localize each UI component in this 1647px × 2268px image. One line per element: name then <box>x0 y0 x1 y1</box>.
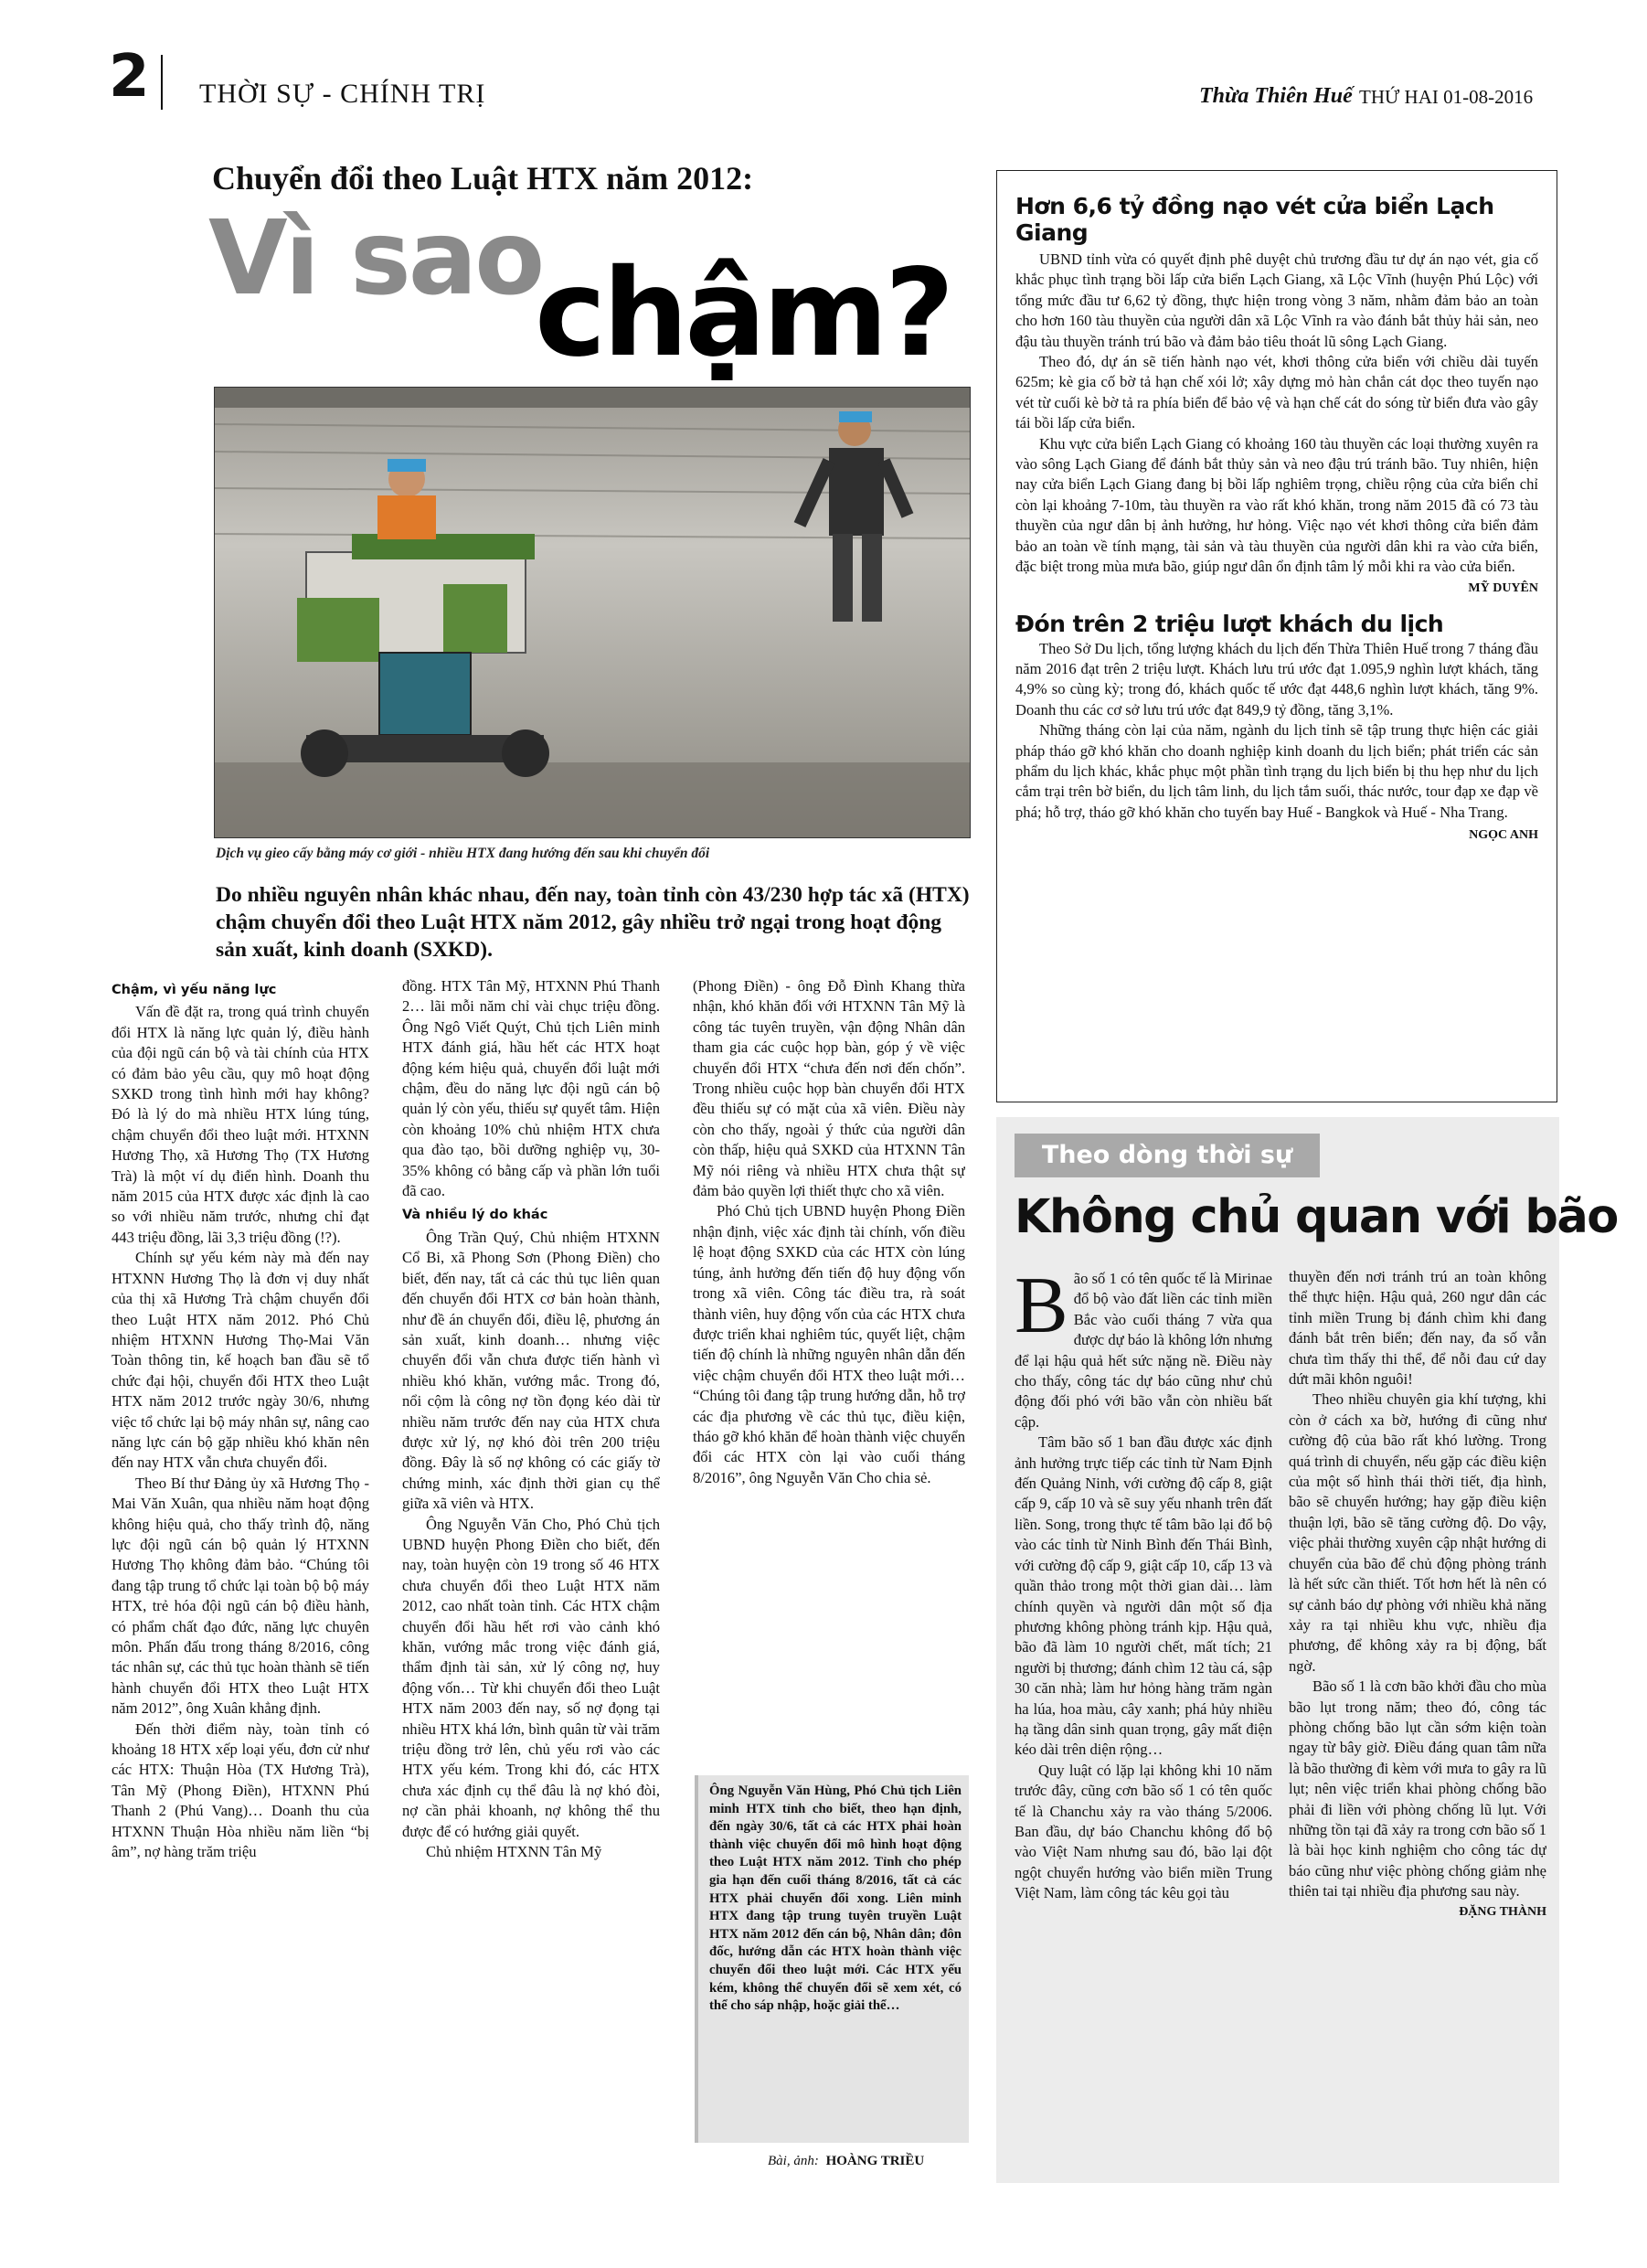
paragraph: Theo đó, dự án sẽ tiến hành nạo vét, khơi thông cửa biển với chiều dài tuyến 625m; kè gia cố bờ tả hạn chế xói lở; xây dựng mỏ hàn chắn cát dọc theo tuyến nạo vét từ cuối kè bờ tả ra phía biển để bảo vệ và hạn chế cát do sóng từ biển đưa vào gây tái bồi lấp cửa biển. <box>1015 353 1538 432</box>
paragraph: Theo Sở Du lịch, tổng lượng khách du lịch đến Thừa Thiên Huế trong 7 tháng đầu năm 2016 đạt trên 2 triệu lượt. Khách lưu trú ước đạt 1.095,9 nghìn lượt khách, tăng 4,9% so cùng kỳ; trong đó, khách quốc tế ước đạt 448,6 nghìn lượt khách, tăng 9%. Doanh thu các cơ sở lưu trú ước đạt 849,9 tỷ đồng, tăng 3,1%. <box>1015 639 1539 719</box>
brief-1-title: Hơn 6,6 tỷ đồng nạo vét cửa biển Lạch Giang <box>1015 193 1494 246</box>
article-column-1 <box>112 976 369 2165</box>
publication-name: Thừa Thiên Huế <box>1199 84 1353 108</box>
paragraph: Những tháng còn lại của năm, ngành du lịch tỉnh sẽ tập trung thực hiện các giải pháp tháo gỡ khó khăn cho doanh nghiệp kinh doanh du lịch biển; phát triển các sản phẩm du lịch khác, khắc phục một phần tình trạng du lịch biển bị thu hẹp như du lịch cắm trại trên bờ biển, du lịch tâm linh, du lịch tắm suối, thác nước, tour đạp xe đạp về phá; hỗ trợ, tháo gỡ khó khăn cho tuyến bay Huế - Bangkok và Huế - Nha Trang. <box>1015 721 1538 821</box>
sidebar-quote-box <box>695 1775 969 2143</box>
paragraph: Khu vực cửa biển Lạch Giang có khoảng 160 tàu thuyền các loại thường xuyên ra vào sông Lạch Giang để đánh bắt thủy sản và neo đậu trú tránh bão. Tuy nhiên, hiện nay cửa biển Lạch Giang đang bị bồi lấp nghiêm trọng, chiều rộng của cửa biển chỉ còn lại khoảng 7-10m, tàu thuyền ra vào rất khó khăn, trong năm 2015 đã có 73 tàu thuyền của ngư dân bị ảnh hưởng, hư hỏng. Việc nạo vét khơi thông cửa biển đảm bảo an toàn về tính mạng, tài sản và tàu thuyền của người dân khi ra vào cửa biển, đặc biệt trong mùa mưa bão, giúp ngư dân ổn định tâm lý mỗi khi ra vào cửa biển. <box>1015 434 1538 576</box>
headline-part-1: Vì sao <box>208 199 543 318</box>
paragraph: đồng. HTX Tân Mỹ, HTXNN Phú Thanh 2… lãi mỗi năm chỉ vài chục triệu đồng. Ông Ngô Viết Quýt, Chủ tịch Liên minh HTX đánh giá, hầu hết các HTX hoạt động kém hiệu quả, chuyển đổi luật mới chậm, đều do năng lực đội ngũ cán bộ quản lý còn yếu, thiếu sự quyết tâm. Hiện còn khoảng 10% chủ nhiệm HTX chưa qua đào tạo, bồi dưỡng nghiệp vụ, 30-35% không có bằng cấp và phần lớn tuổi đã cao. <box>402 977 660 1200</box>
article-byline <box>768 2154 924 2169</box>
page-number: 2 <box>109 43 150 111</box>
article-column-3 <box>693 976 965 1752</box>
paragraph: thuyền đến nơi tránh trú an toàn không thể thực hiện. Hậu quả, 260 ngư dân các tỉnh miền Trung bị đánh chìm khi đang đánh bắt trên biển; đến nay, đa số vẫn chưa tìm thấy thi thể, để nỗi đau cứ day dứt mãi khôn nguôi! <box>1289 1268 1546 1389</box>
paragraph: ão số 1 có tên quốc tế là Mirinae đổ bộ vào đất liền các tỉnh miền Bắc vào cuối tháng 7 vừa qua được dự báo là không lớn nhưng để lại hậu quả hết sức nặng nề. Điều này cho thấy, công tác dự báo cũng như chủ động đối phó với bão vẫn còn nhiều bất cập. <box>1015 1270 1272 1431</box>
commentary-column-a <box>1015 1269 1272 2174</box>
article-column-2 <box>402 976 660 2165</box>
rice-transplanting-photo <box>215 388 970 837</box>
paragraph: Ông Trần Quý, Chủ nhiệm HTXNN Cổ Bi, xã Phong Sơn (Phong Điền) cho biết, đến nay, tất cả các thủ tục liên quan đến chuyển đổi HTX cơ bản hoàn thành, như đề án chuyển đổi, điều lệ, phương án sản xuất, kinh doanh… nhưng việc chuyển đổi vẫn chưa được tiến hành vì nhiều khó khăn, vướng mắc. Trong đó, nổi cộm là công nợ tồn đọng kéo dài từ nhiều năm trước đến nay của HTX chưa được xử lý, nợ khó đòi trên 200 triệu đồng. Đây là số nợ không có các giấy tờ chứng minh, xác định thời gian cụ thể giữa xã viên và HTX. <box>402 1228 660 1513</box>
brief-1-author: MỸ DUYÊN <box>1468 580 1538 595</box>
paragraph: Theo Bí thư Đảng ủy xã Hương Thọ - Mai Văn Xuân, qua nhiều năm hoạt động không hiệu quả, cho thấy trình độ, năng lực đội ngũ cán bộ quản lý HTXNN Hương Thọ không đảm bảo. “Chúng tôi đang tập trung tổ chức lại toàn bộ bộ máy HTX, trẻ hóa đội ngũ cán bộ điều hành, có phẩm chất đạo đức, năng lực chuyên môn. Phấn đấu trong tháng 8/2016, công tác nhân sự, các thủ tục hoàn thành sẽ tiến hành chuyển đổi HTX theo Luật HTX năm 2012”, ông Xuân khẳng định. <box>112 1474 369 1718</box>
commentary-author: ĐẶNG THÀNH <box>1459 1904 1546 1919</box>
paragraph: Chính sự yếu kém này mà đến nay HTXNN Hương Thọ là đơn vị duy nhất của thị xã Hương Trà chậm chuyển đổi theo Luật HTX năm 2012. Phó Chủ nhiệm HTXNN Hương Thọ-Mai Văn Toàn thông tin, kế hoạch ban đầu sẽ tổ chức đại hội, chuyển đổi HTX theo Luật HTX năm 2012 trước ngày 30/6, nhưng việc tổ chức lại bộ máy nhân sự, nâng cao năng lực cán bộ gặp nhiều khó khăn nên đến nay HTX vẫn chưa chuyển đổi. <box>112 1249 369 1472</box>
brief-2-author: NGỌC ANH <box>1469 828 1538 843</box>
news-brief-box <box>996 170 1557 1102</box>
paragraph: Đến thời điểm này, toàn tỉnh có khoảng 18 HTX xếp loại yếu, đơn cử như các HTX: Thuận Hòa (TX Hương Trà), Tân Mỹ (Phong Điền), HTXNN Phú Thanh 2 (Phú Vang)… Doanh thu của HTXNN Thuận Hòa nhiều năm liền “bị âm”, nợ hàng trăm triệu <box>112 1720 369 1861</box>
paragraph: Ông Nguyễn Văn Cho, Phó Chủ tịch UBND huyện Phong Điền cho biết, đến nay, toàn huyện còn 19 trong số 46 HTX chưa chuyển đổi theo Luật HTX năm 2012, cao nhất toàn tỉnh. Các HTX chậm chuyển đổi hầu hết rơi vào cảnh khó khăn, vướng mắc trong việc đánh giá, thẩm định tài sản, xử lý công nợ, huy động vốn… Từ khi chuyển đổi theo Luật HTX năm 2003 đến nay, số nợ đọng tại nhiều HTX khá lớn, bình quân từ vài trăm triệu đồng trở lên, chủ yếu rơi vào các HTX yếu kém. Trong khi đó, các HTX chưa xác định cụ thể đâu là nợ khó đòi, nợ cần phải khoanh, nợ không thể thu được để có hướng giải quyết. <box>402 1515 660 1840</box>
drop-cap: B <box>1015 1269 1068 1350</box>
paragraph: Quy luật có lặp lại không khi 10 năm trước đây, cũng cơn bão số 1 có tên quốc tế là Chanchu xảy ra vào tháng 5/2006. Ban đầu, dự báo Chanchu không đổ bộ vào Việt Nam nhưng sau đó, bão lại đột ngột chuyển hướng vào biển miền Trung Việt Nam, làm công tác kêu gọi tàu <box>1015 1761 1272 1902</box>
issue-date: THỨ HAI 01-08-2016 <box>1359 86 1534 108</box>
commentary-tag: Theo dòng thời sự <box>1015 1134 1320 1177</box>
header-divider <box>161 55 163 110</box>
paragraph: UBND tỉnh vừa có quyết định phê duyệt chủ trương đầu tư dự án nạo vét, gia cố khắc phục tình trạng bồi lấp cửa biển Lạch Giang, xã Lộc Vĩnh (huyện Phú Lộc) với tổng mức đầu tư 6,62 tỷ đồng, thực hiện trong vòng 3 năm, nhằm đảm bảo an toàn cho hơn 160 tàu thuyền của người dân xã Lộc Vĩnh ra vào đánh bắt thủy hải sản, neo đậu tàu thuyền tránh trú bão và đảm bảo tiêu thoát lũ sông Lạch Giang. <box>1015 250 1538 350</box>
paragraph: (Phong Điền) - ông Đỗ Đình Khang thừa nhận, khó khăn đối với HTXNN Tân Mỹ là công tác tuyên truyền, vận động Nhân dân tham gia các cuộc họp bàn, góp ý về việc chuyển đổi HTX “chưa đến nơi đến chốn”. Trong nhiều cuộc họp bàn chuyển đổi HTX đều thiếu sự có mặt của xã viên. Điều này còn cho thấy, ngoài ý thức của người dân còn thấp, hiệu quả SXKD của HTXNN Tân Mỹ nói riêng và nhiều HTX chưa thật sự đảm bảo quyền lợi thiết thực cho xã viên. <box>693 977 965 1200</box>
headline-part-2: chậm? <box>535 243 951 384</box>
paragraph: Chủ nhiệm HTXNN Tân Mỹ <box>426 1843 602 1861</box>
paragraph: Tâm bão số 1 ban đầu được xác định ảnh hưởng trực tiếp các tỉnh từ Nam Định đến Quảng Ninh, với cường độ cấp 8, giật cấp 9, cấp 10 và sẽ suy yếu nhanh trên đất liền. Song, trong thực tế tâm bão lại đổ bộ vào các tỉnh từ Ninh Bình đến Thái Bình, với cường độ cấp 9, giật cấp 10, cấp 13 và quần thảo trong một thời gian dài… làm chính quyền và người dân một số địa phương không phòng tránh kịp. Hậu quả, bão đã làm 10 người chết, mất tích; 21 người bị thương; đánh chìm 12 tàu cá, sập 30 căn nhà; làm hư hỏng hàng trăm ngàn ha lúa, hoa màu, cây xanh; phá hủy nhiều hạ tầng dân sinh quan trọng, gây mất điện kéo dài trên diện rộng… <box>1015 1433 1272 1759</box>
byline-name: HOÀNG TRIỀU <box>825 2154 925 2168</box>
paragraph: Vấn đề đặt ra, trong quá trình chuyển đổi HTX là năng lực quản lý, điều hành của đội ngũ cán bộ và tài chính của HTX có đảm bảo yêu cầu, quy mô hoạt động SXKD trong tình hình mới hay không? Đó là lý do mà nhiều HTX lúng túng, chậm chuyển đổi theo luật mới. HTXNN Hương Thọ, xã Hương Thọ (TX Hương Trà) là một ví dụ điển hình. Doanh thu năm 2015 của HTX được xác định là cao so với nhiều năm trước, nhưng chỉ đạt 443 triệu đồng, lãi 3,3 triệu đồng (!?). <box>112 1003 369 1246</box>
paragraph: Phó Chủ tịch UBND huyện Phong Điền nhận định, việc xác định tài chính, vốn điều lệ hoạt động SXKD của các HTX còn lúng túng, ảnh hưởng đến tiến độ huy động vốn trong xã viên. Công tác điều tra, rà soát thành viên, huy động vốn của các HTX chưa được triển khai nghiêm túc, quyết liệt, chậm tiến độ chính là những nguyên nhân dẫn đến việc chậm chuyển đổi HTX theo luật mới… “Chúng tôi đang tập trung hướng dẫn, hỗ trợ các địa phương về các thủ tục, điều kiện, tháo gỡ khó khăn để hoàn thành việc chuyển đổi các HTX còn lại vào cuối tháng 8/2016”, ông Nguyễn Văn Cho chia sẻ. <box>693 1202 965 1486</box>
photo-caption: Dịch vụ gieo cấy bằng máy cơ giới - nhiều HTX đang hướng đến sau khi chuyển đổi <box>216 846 710 861</box>
commentary-box <box>996 1117 1618 2183</box>
brief-2-title: Đón trên 2 triệu lượt khách du lịch <box>1015 610 1444 637</box>
paragraph: Bão số 1 là cơn bão khởi đầu cho mùa bão lụt trong năm; theo đó, công tác phòng chống bão lụt cần sớm kiện toàn ngay từ bây giờ. Điều đáng quan tâm nữa là bão thường đi kèm với mưa to gây ra lũ lụt; nên việc triển khai phòng chống bão phải đi liền với phòng chống lũ lụt. Với những tồn tại đã xảy ra trong cơn bão số 1 là bài học kinh nghiệm cho công tác dự báo cũng như việc phòng chống giảm nhẹ thiên tai tại nhiều địa phương sau này. <box>1289 1677 1546 1901</box>
commentary-column-b <box>1289 1267 1546 2172</box>
subhead-1: Chậm, vì yếu năng lực <box>112 983 277 997</box>
section-name: THỜI SỰ - CHÍNH TRỊ <box>199 79 486 109</box>
byline-prefix: Bài, ảnh: <box>768 2154 819 2168</box>
sidebar-quote-text: Ông Nguyễn Văn Hùng, Phó Chủ tịch Liên minh HTX tỉnh cho biết, theo hạn định, đến ngày 30/6, tất cả các HTX phải hoàn thành việc chuyển đổi mô hình hoạt động theo Luật HTX năm 2012. Tỉnh cho phép gia hạn đến cuối tháng 8/2016, tất cả các HTX phải chuyển đổi xong. Liên minh HTX đang tập trung tuyên truyền Luật HTX năm 2012 đến cán bộ, Nhân dân; đôn đốc, hướng dẫn các HTX hoàn thành việc chuyển đổi theo luật mới. Các HTX yếu kém, không thể chuyển đổi sẽ xem xét, có thể cho sáp nhập, hoặc giải thể… <box>709 1784 962 2014</box>
commentary-title: Không chủ quan với bão <box>1015 1190 1618 1244</box>
article-kicker: Chuyển đổi theo Luật HTX năm 2012: <box>212 160 754 197</box>
article-lead: Do nhiều nguyên nhân khác nhau, đến nay, toàn tỉnh còn 43/230 hợp tác xã (HTX) chậm chuyển đổi theo Luật HTX năm 2012, gây nhiều trở ngại trong hoạt động sản xuất, kinh doanh (SXKD). <box>216 883 970 962</box>
article-photo <box>214 387 971 838</box>
subhead-2: Và nhiều lý do khác <box>402 1208 548 1223</box>
paragraph: Theo nhiều chuyên gia khí tượng, khi còn ở cách xa bờ, hướng đi cũng như cường độ của bão rất khó lường. Trong quá trình di chuyển, nếu gặp các điều kiện của một số hình thái thời tiết, địa hình, bão sẽ chuyển hướng; hay gặp điều kiện thuận lợi, bão sẽ tăng cường độ. Do vậy, việc phải thường xuyên cập nhật hướng di chuyển của bão để chủ động phòng tránh là hết sức cần thiết. Tốt hơn hết là nên có sự cảnh báo dự phòng với nhiều khả năng xảy ra tại nhiều khu vực, nhiều địa phương, để không xảy ra bị động, bất ngờ. <box>1289 1390 1546 1675</box>
